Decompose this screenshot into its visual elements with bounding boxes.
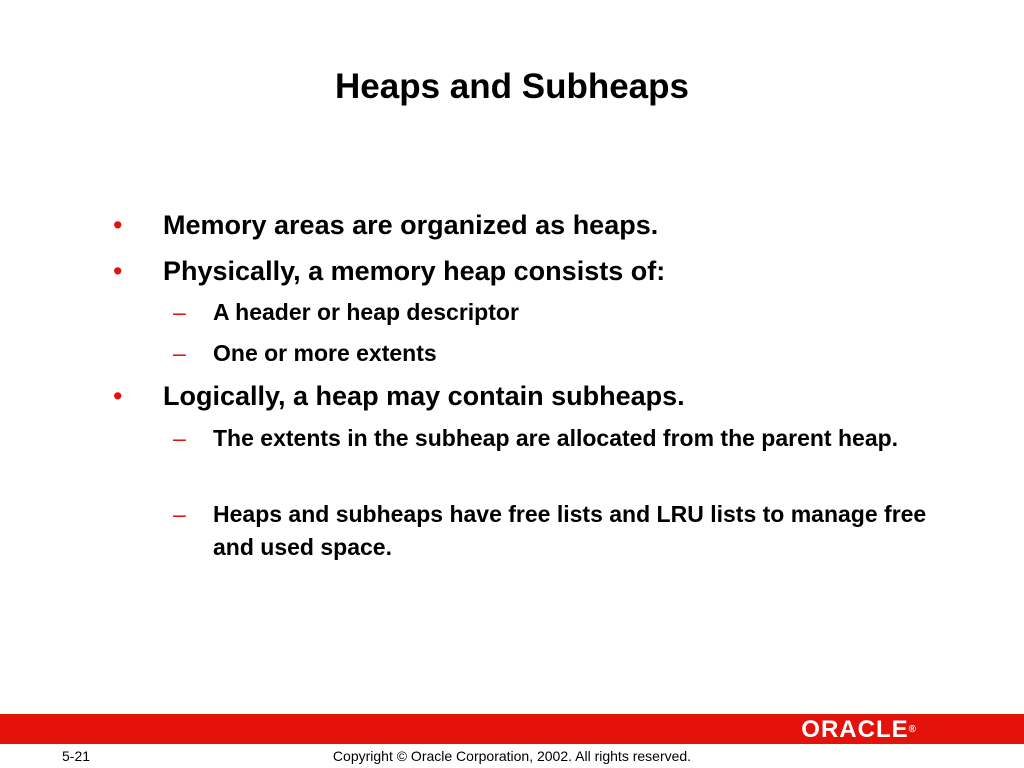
copyright-notice: Copyright © Oracle Corporation, 2002. All rights reserved. — [332, 748, 692, 764]
slide-title: Heaps and Subheaps — [335, 67, 689, 106]
dash-marker: – — [173, 340, 186, 366]
sub-bullet-text: A header or heap descriptor — [213, 299, 519, 325]
oracle-logo — [801, 717, 916, 743]
sub-bullet-text: One or more extents — [213, 340, 437, 366]
bullet-text: Physically, a memory heap consists of: — [163, 256, 666, 286]
bullet-marker: • — [113, 210, 123, 240]
dash-marker: – — [173, 425, 186, 451]
oracle-logo-text: ORACLE — [801, 716, 909, 743]
bullet-marker: • — [113, 256, 123, 286]
bullet-text: Memory areas are organized as heaps. — [163, 210, 659, 240]
sub-bullet-text: Heaps and subheaps have free lists and LRU lists to manage free and used space. — [213, 501, 927, 560]
sub-bullet-text: The extents in the subheap are allocated from the parent heap. — [213, 425, 899, 451]
bullet-text: Logically, a heap may contain subheaps. — [163, 381, 685, 411]
registered-mark: ® — [908, 724, 916, 735]
bullet-marker: • — [113, 381, 123, 411]
dash-marker: – — [173, 501, 186, 527]
page-number: 5-21 — [62, 748, 91, 764]
dash-marker: – — [173, 299, 186, 325]
